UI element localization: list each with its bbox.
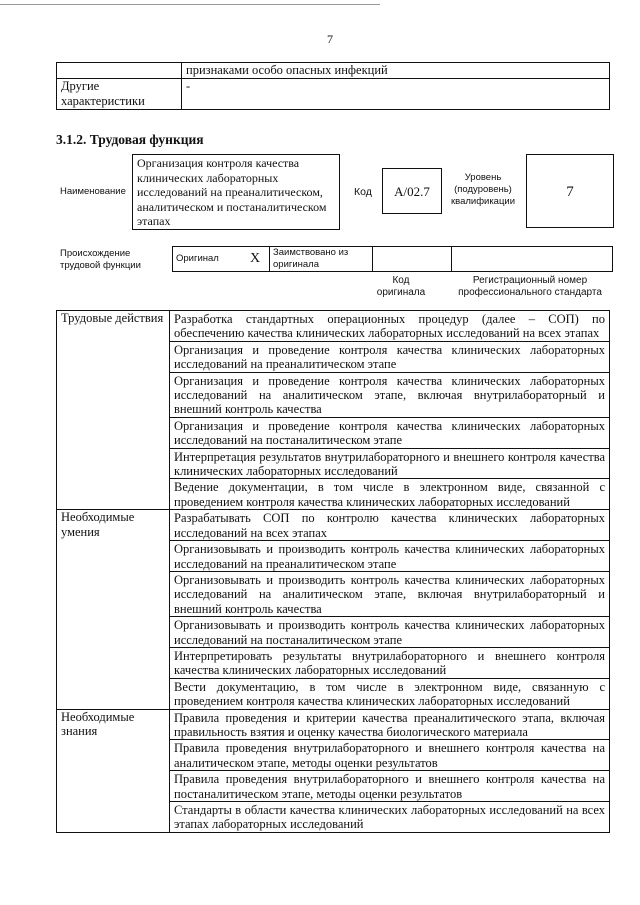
table-row (57, 571, 610, 616)
origin-table (172, 246, 613, 272)
other-characteristics-label: Другие характеристики (57, 79, 182, 110)
table-row (57, 510, 610, 541)
section-item: Интерпретировать результаты внутрилабораторного и внешнего контроля качества клинических лабораторных исследований (170, 647, 610, 678)
section-label-continuation (57, 372, 170, 417)
borrowed-label: Заимствовано из оригинала (270, 247, 373, 272)
code-label: Код (354, 186, 372, 198)
table-row (57, 740, 610, 771)
original-code-caption: Код оригинала (376, 275, 426, 298)
section-item: Организовывать и производить контроль качества клинических лабораторных исследований на преаналитическом этапе (170, 541, 610, 572)
table-row (57, 479, 610, 510)
section-label-continuation (57, 617, 170, 648)
section-item: Правила проведения и критерии качества преаналитического этапа, включая правильность взятия и оценку качества биологического материала (170, 709, 610, 740)
other-characteristics-value: - (182, 79, 610, 110)
section-label-continuation (57, 571, 170, 616)
section-label-continuation (57, 448, 170, 479)
qualification-level: 7 (526, 154, 614, 228)
origin-label: Происхождение трудовой функции (60, 248, 141, 271)
section-item: Ведение документации, в том числе в электронном виде, связанной с проведением контроля качества клинических лабораторных исследований (170, 479, 610, 510)
section-item: Организация и проведение контроля качества клинических лабораторных исследований на постаналитическом этапе (170, 417, 610, 448)
section-item: Правила проведения внутрилабораторного и внешнего контроля качества на постаналитическом этапе, методы оценки результатов (170, 771, 610, 802)
function-code: A/02.7 (382, 168, 442, 214)
reg-number-caption: Регистрационный номер профессионального стандарта (458, 275, 602, 298)
table-row (57, 541, 610, 572)
section-label: Трудовые действия (57, 311, 170, 342)
section-label-continuation (57, 740, 170, 771)
section-label-continuation (57, 341, 170, 372)
table-row (57, 802, 610, 833)
table-row (57, 617, 610, 648)
original-label: Оригинал (173, 247, 248, 272)
section-item: Разрабатывать СОП по контролю качества клинических лабораторных исследований на всех этапах (170, 510, 610, 541)
table-row (57, 311, 610, 342)
original-code-cell (373, 247, 452, 272)
section-item: Организация и проведение контроля качества клинических лабораторных исследований на преаналитическом этапе (170, 341, 610, 372)
section-item: Интерпретация результатов внутрилабораторного и внешнего контроля качества клинических лабораторных исследований (170, 448, 610, 479)
name-label: Наименование (60, 186, 126, 197)
reg-number-cell (452, 247, 613, 272)
function-name: Организация контроля качества клинических лабораторных исследований на преаналитическом, аналитическом и постаналитическом этапах (132, 154, 340, 230)
section-item: Разработка стандартных операционных процедур (далее – СОП) по обеспечению качества клинических лабораторных исследований на всех этапах (170, 311, 610, 342)
section-label-continuation (57, 771, 170, 802)
section-item: Правила проведения внутрилабораторного и внешнего контроля качества на аналитическом этапе, методы оценки результатов (170, 740, 610, 771)
table-row (57, 771, 610, 802)
section-label: Необходимые знания (57, 709, 170, 740)
section-title: 3.1.2. Трудовая функция (56, 132, 204, 147)
table-row (57, 709, 610, 740)
section-label-continuation (57, 678, 170, 709)
table-row (57, 448, 610, 479)
table-row (57, 678, 610, 709)
empty-cell (57, 63, 182, 79)
top-rule (0, 4, 380, 5)
original-mark: X (247, 247, 270, 272)
section-item: Вести документацию, в том числе в электронном виде, связанную с проведением контроля качества клинических лабораторных исследований (170, 678, 610, 709)
table-row (57, 341, 610, 372)
section-label: Необходимые умения (57, 510, 170, 541)
section-label-continuation (57, 417, 170, 448)
section-item: Организовывать и производить контроль качества клинических лабораторных исследований на постаналитическом этапе (170, 617, 610, 648)
function-details-table (56, 310, 610, 833)
continuation-text: признаками особо опасных инфекций (182, 63, 610, 79)
section-label-continuation (57, 647, 170, 678)
section-label-continuation (57, 541, 170, 572)
section-item: Стандарты в области качества клинических лабораторных исследований на всех этапах лабораторных исследований (170, 802, 610, 833)
section-label-continuation (57, 802, 170, 833)
section-item: Организация и проведение контроля качества клинических лабораторных исследований на аналитическом этапе, включая внутрилабораторный и внешний контроль качества (170, 372, 610, 417)
previous-function-table (56, 62, 610, 110)
table-row (57, 372, 610, 417)
section-item: Организовывать и производить контроль качества клинических лабораторных исследований на аналитическом этапе, включая внутрилабораторный и внешний контроль качества (170, 571, 610, 616)
level-label: Уровень (подуровень) квалификации (450, 172, 516, 207)
section-label-continuation (57, 479, 170, 510)
page-number: 7 (327, 32, 333, 46)
table-row (57, 417, 610, 448)
table-row (57, 647, 610, 678)
